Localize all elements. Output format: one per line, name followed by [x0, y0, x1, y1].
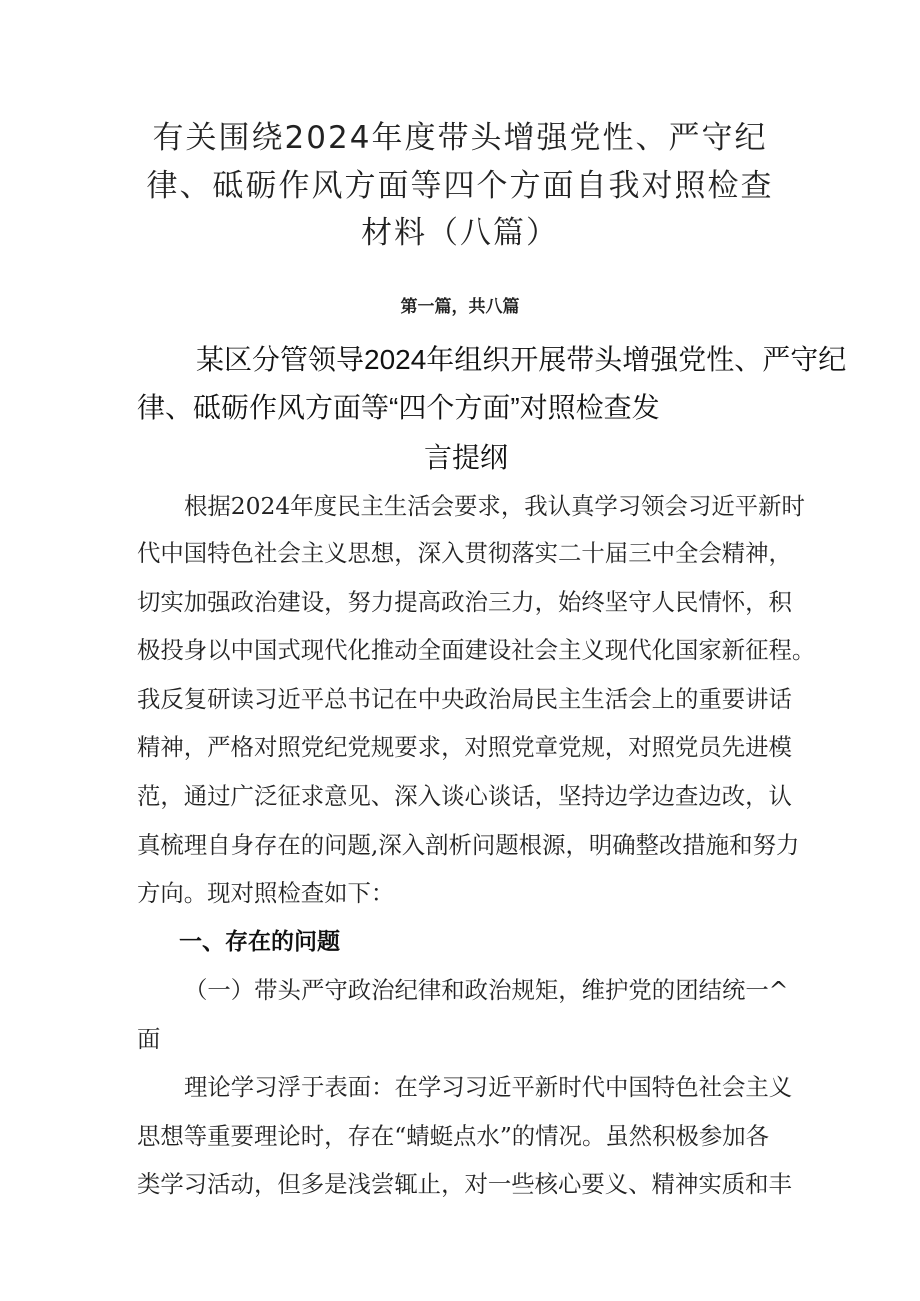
document-title-line-3: 材料（八篇） — [361, 215, 559, 251]
intro-line: 方向。现对照检查如下： — [137, 879, 395, 907]
intro-line: 根据2024年度民主生活会要求，我认真学习领会习近平新时 — [184, 492, 805, 520]
article-heading-line-3: 言提纲 — [424, 442, 509, 473]
intro-line: 范，通过广泛征求意见、深入谈心谈话，坚持边学边查边改，认 — [137, 782, 792, 810]
intro-line: 真梳理自身存在的问题,深入剖析问题根源，明确整改措施和努力 — [137, 831, 800, 859]
article-heading-line-1: 某区分管领导2024年组织开展带头增强党性、严守纪 — [196, 344, 847, 375]
intro-line: 精神，严格对照党纪党规要求，对照党章党规，对照党员先进模 — [137, 733, 792, 761]
article-heading-line-2: 律、砥砺作风方面等“四个方面”对照检查发 — [137, 392, 660, 423]
document-title-line-1: 有关围绕2024年度带头增强党性、严守纪 — [152, 120, 768, 156]
intro-line: 切实加强政治建设，努力提高政治三力，始终坚守人民情怀，积 — [137, 588, 792, 616]
section-heading: 一、存在的问题 — [179, 928, 340, 955]
document-title-line-2: 律、砥砺作风方面等四个方面自我对照检查 — [146, 168, 774, 204]
part-label: 第一篇，共八篇 — [400, 297, 520, 317]
intro-line: 代中国特色社会主义思想，深入贯彻落实二十届三中全会精神， — [137, 539, 792, 567]
subsection-heading-line-2: 面 — [137, 1025, 161, 1053]
intro-line: 极投身以中国式现代化推动全面建设社会主义现代化国家新征程。 — [137, 636, 816, 664]
paragraph-line: 类学习活动，但多是浅尝辄止，对一些核心要义、精神实质和丰 — [137, 1170, 792, 1198]
intro-line: 我反复研读习近平总书记在中央政治局民主生活会上的重要讲话 — [137, 685, 792, 713]
paragraph-line: 理论学习浮于表面：在学习习近平新时代中国特色社会主义 — [184, 1073, 793, 1101]
subsection-heading-line-1: （一）带头严守政治纪律和政治规矩，维护党的团结统一^ — [184, 976, 789, 1004]
paragraph-line: 思想等重要理论时，存在“蜻蜓点水”的情况。虽然积极参加各 — [137, 1122, 770, 1150]
